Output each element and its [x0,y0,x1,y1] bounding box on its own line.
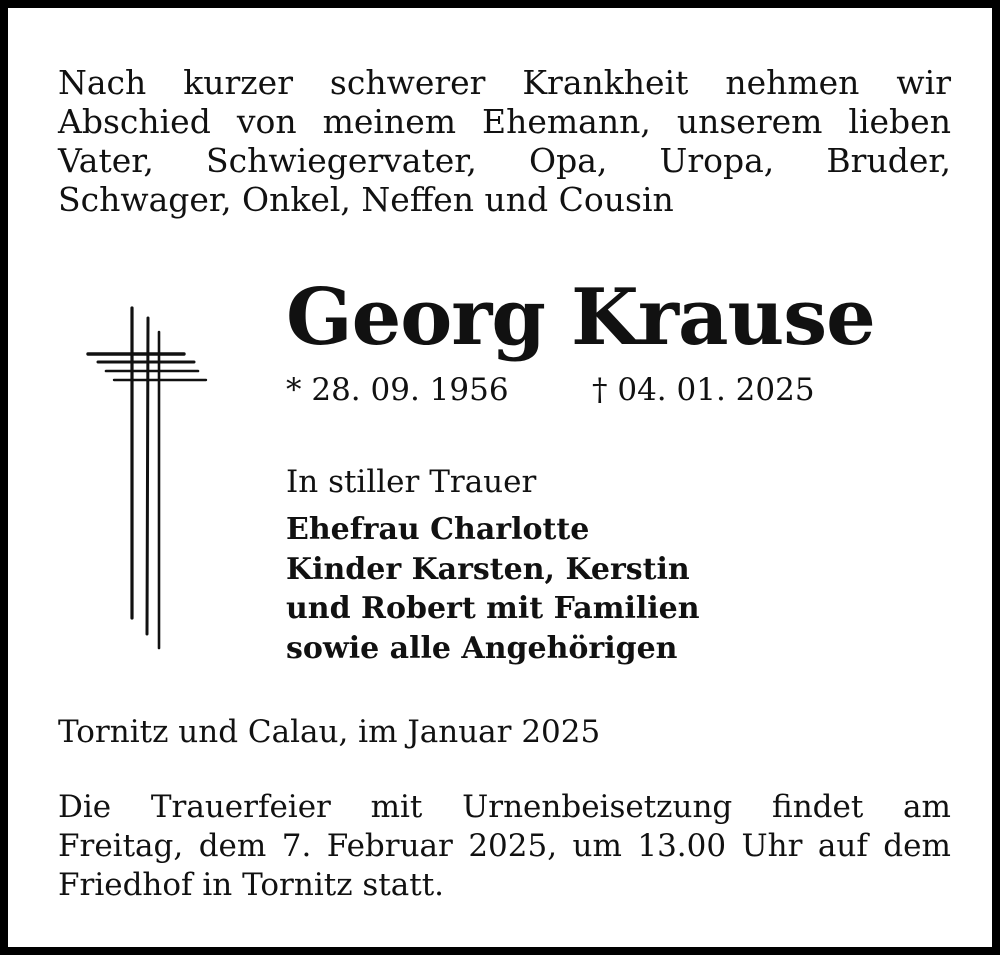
service-word: am [903,789,951,825]
service-word: Friedhof in Tornitz statt. [58,867,445,903]
service-word: um [572,828,622,864]
intro-word: von [236,102,297,141]
service-word: Die [58,789,112,825]
intro-word: Uropa, [659,141,775,180]
intro-word: meinem [322,102,457,141]
intro-line [58,63,951,102]
birth-date: * 28. 09. 1956 [286,372,509,408]
mourner-line: sowie alle Angehörigen [286,630,678,666]
intro-line [58,141,951,180]
mourner-line: Kinder Karsten, Kerstin [286,551,690,587]
service-word: 13.00 [637,828,727,864]
intro-text [58,63,951,219]
service-line [58,788,951,827]
intro-word: schwerer [329,63,486,102]
intro-word: lieben [848,102,951,141]
service-line [58,827,951,866]
intro-word: nehmen [725,63,860,102]
intro-word: wir [896,63,951,102]
service-word: Uhr [741,828,803,864]
service-word: auf [817,828,868,864]
service-word: Freitag, [58,828,184,864]
intro-word: Schwiegervater, [206,141,477,180]
intro-word: Vater, [58,141,154,180]
mourning-heading: In stiller Trauer [286,464,537,500]
service-word: mit [370,789,423,825]
intro-word: Schwager, Onkel, Neffen und Cousin [58,180,674,219]
service-word: dem [198,828,267,864]
service-word: Trauerfeier [150,789,331,825]
intro-word: unserem [676,102,823,141]
service-line [58,866,951,905]
deceased-name: Georg Krause [286,272,875,363]
mourner-line: Ehefrau Charlotte [286,512,590,547]
service-word: 2025, [468,828,558,864]
cross-icon [80,296,210,656]
intro-word: kurzer [183,63,293,102]
service-info [58,788,951,905]
intro-line [58,180,951,219]
death-date: † 04. 01. 2025 [592,372,815,408]
service-word: Februar [326,828,453,864]
mourner-line: und Robert mit Familien [286,591,700,626]
place-date: Tornitz und Calau, im Januar 2025 [58,714,601,750]
intro-line [58,102,951,141]
intro-word: Bruder, [826,141,951,180]
intro-word: Ehemann, [482,102,651,141]
service-word: findet [772,789,864,825]
service-word: dem [883,828,951,864]
intro-word: Abschied [58,102,211,141]
intro-word: Krankheit [522,63,689,102]
service-word: Urnenbeisetzung [462,789,733,825]
service-word: 7. [281,828,312,864]
intro-word: Opa, [529,141,608,180]
mourners-list [286,510,700,668]
intro-word: Nach [58,63,147,102]
